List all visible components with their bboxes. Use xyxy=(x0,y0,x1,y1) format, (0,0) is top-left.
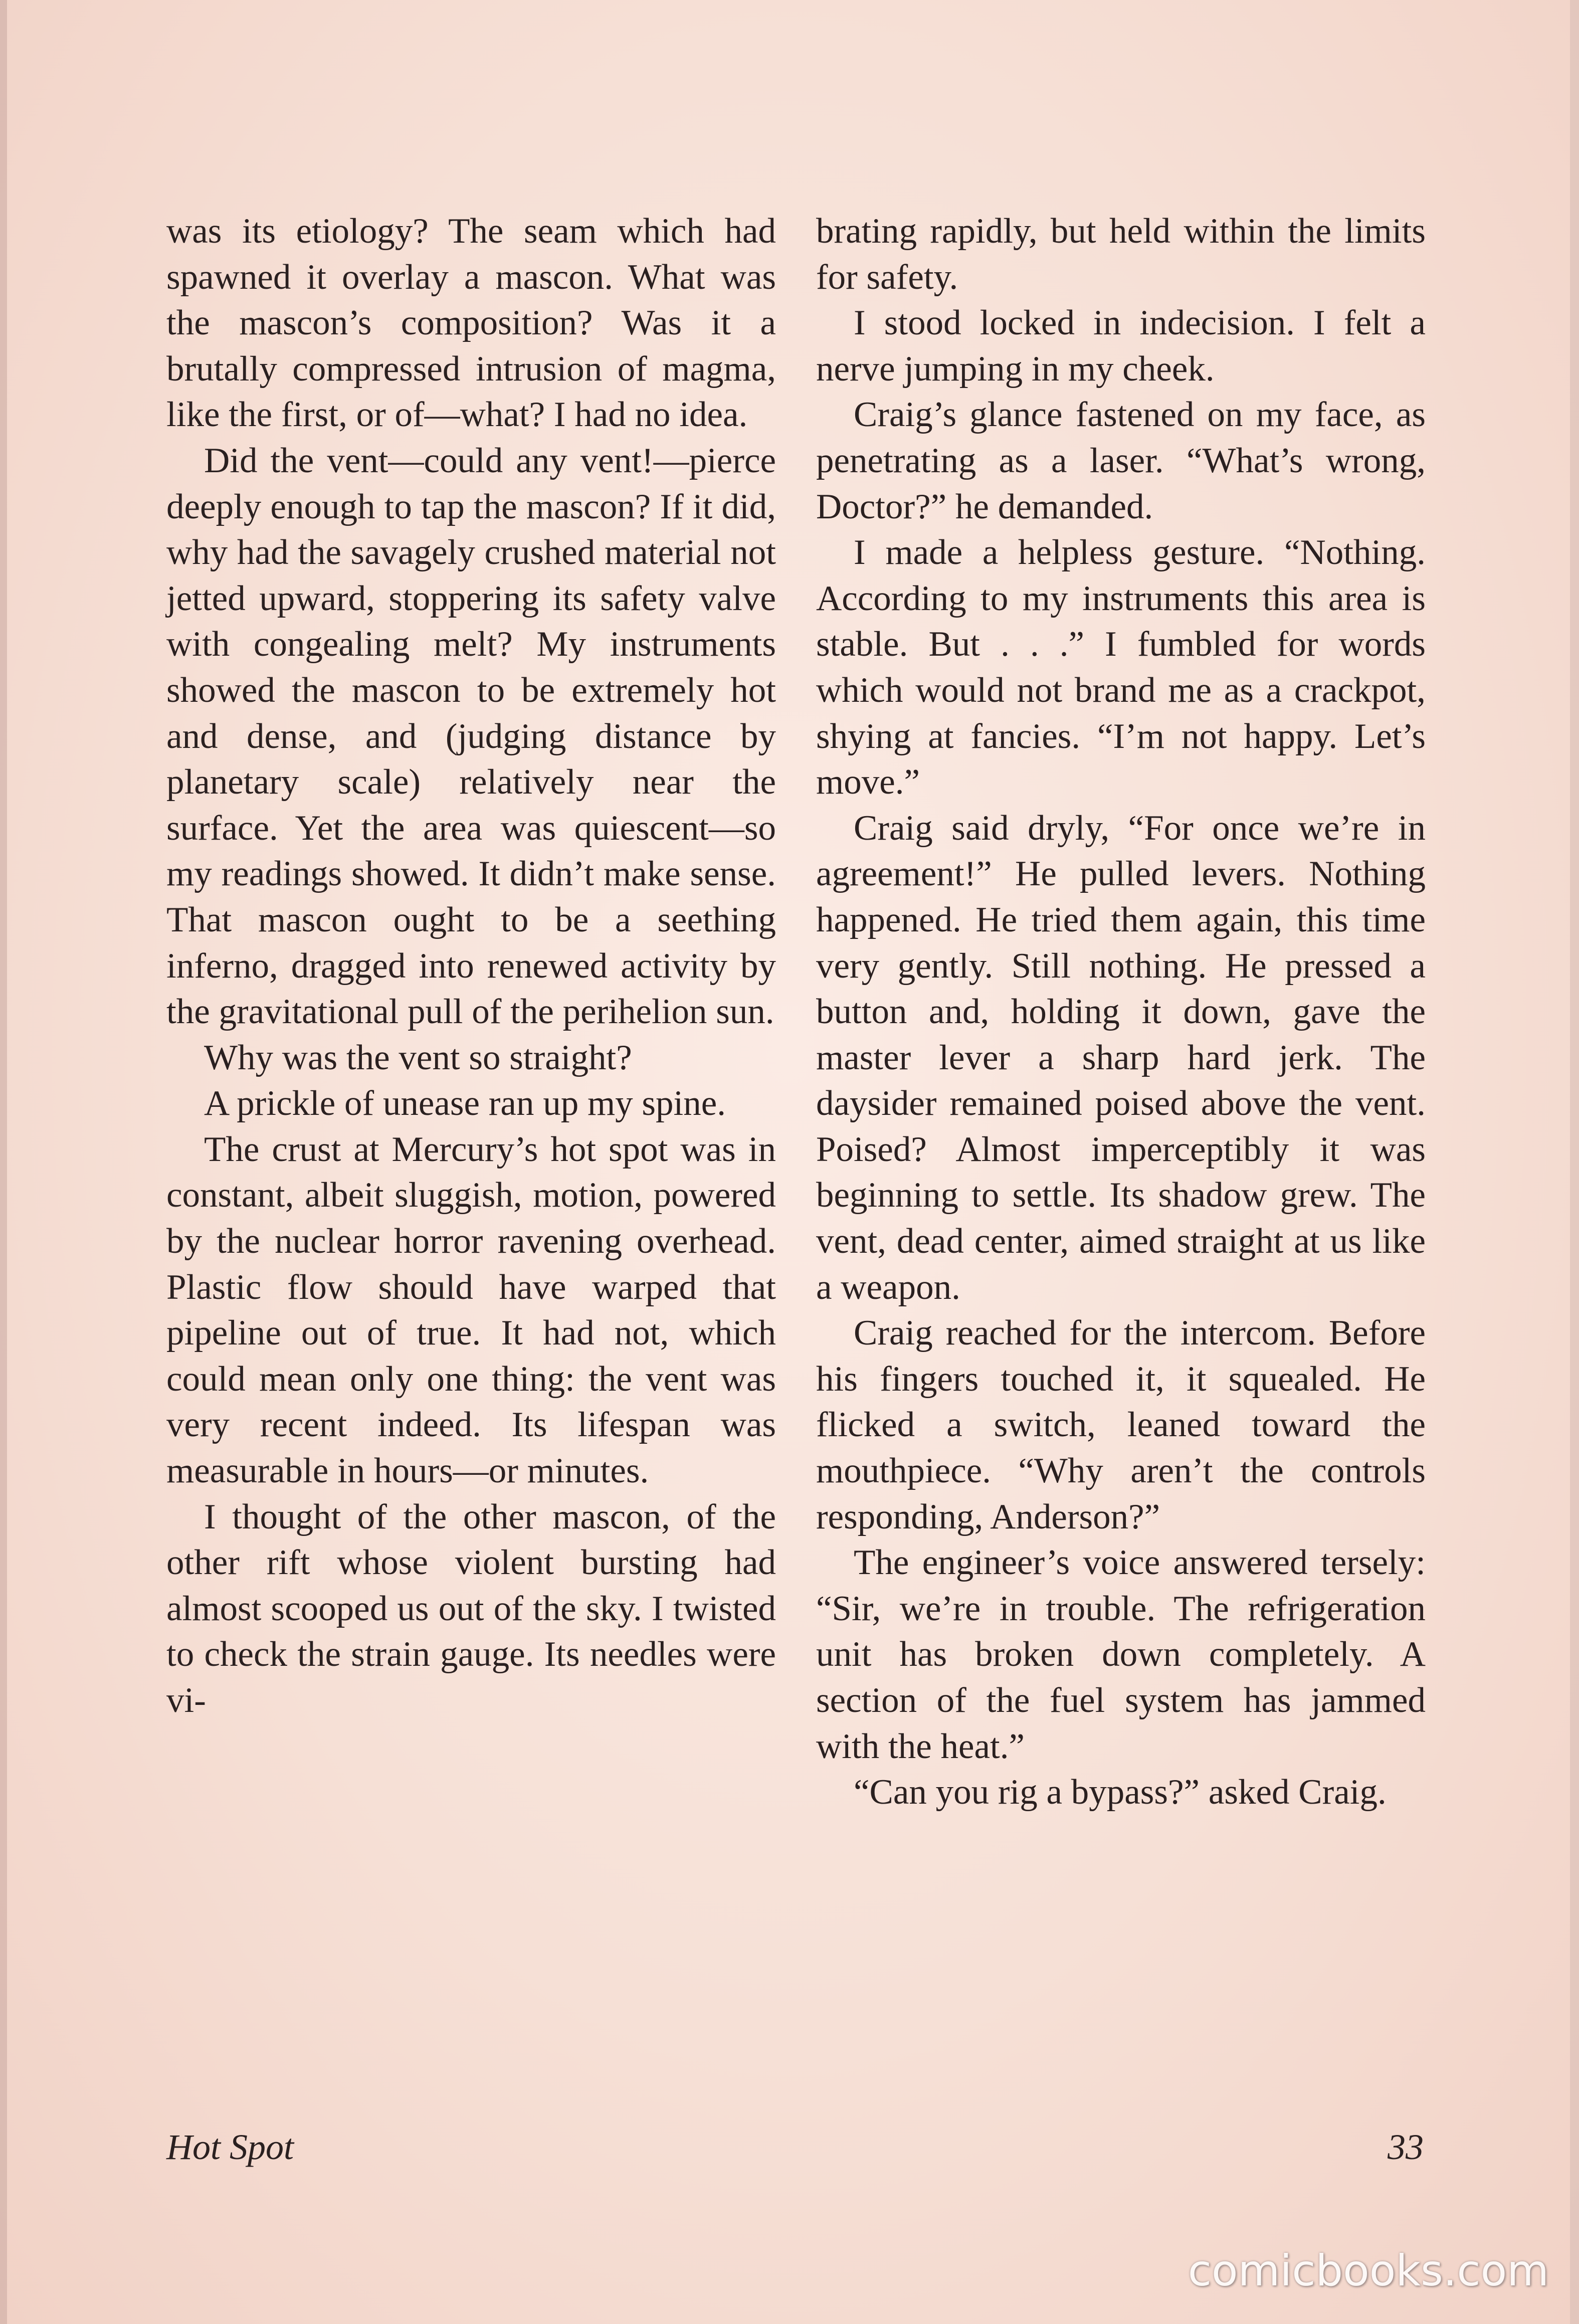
paragraph: I made a helpless gesture. “Nothing. According to my instruments this area is stable. But . . .” I fumbled for words which would not brand me as a crackpot, shying at fancies. “I’m not happy. Let’s move.” xyxy=(816,533,1426,802)
paragraph: The crust at Mercury’s hot spot was in constant, albeit sluggish, motion, powered by the nuclear horror ravening overhead. Plastic flow should have warped that pipeline out of true. It had not, which could mean only one thing: the vent was very recent indeed. Its lifespan was measurable in hours—or minutes. xyxy=(166,1129,776,1491)
paragraph: Craig said dryly, “For once we’re in agreement!” He pulled levers. Nothing happened. He tried them again, this time very gently. Still nothing. He pressed a button and, holding it down, gave the master lever a sharp hard jerk. The daysider remained poised above the vent. Poised? Almost imperceptibly it was beginning to settle. Its shadow grew. The vent, dead center, aimed straight at us like a weapon. xyxy=(816,808,1426,1307)
running-footer-title: Hot Spot xyxy=(166,2127,294,2167)
paragraph: was its etiology? The seam which had spawned it overlay a mascon. What was the mascon’s composition? Was it a brutally compressed intrusion of magma, like the first, or of—what? I had no idea. xyxy=(166,212,776,435)
paragraph: brating rapidly, but held within the limits for safety. xyxy=(816,212,1426,297)
paragraph: The engineer’s voice answered tersely: “Sir, we’re in trouble. The refrigeration unit has broken down completely. A section of the fuel system has jammed with the heat.” xyxy=(816,1543,1426,1766)
paragraph: I thought of the other mascon, of the other rift whose violent bursting had almost scooped us out of the sky. I twisted to check the strain gauge. Its needles were vi- xyxy=(166,1497,776,1720)
paragraph: A prickle of unease ran up my spine. xyxy=(204,1084,726,1123)
page-edge-right xyxy=(1570,0,1579,2324)
watermark: comicbooks.com xyxy=(1188,2246,1549,2296)
right-text-column xyxy=(816,209,1426,1816)
paragraph: Why was the vent so straight? xyxy=(204,1038,632,1077)
paragraph: I stood locked in indecision. I felt a nerve jumping in my cheek. xyxy=(816,303,1426,389)
paragraph: “Can you rig a bypass?” asked Craig. xyxy=(854,1773,1387,1812)
paragraph: Craig’s glance fastened on my face, as penetrating as a laser. “What’s wrong, Doctor?” he demanded. xyxy=(816,395,1426,526)
page-edge-left xyxy=(0,0,7,2324)
page-number: 33 xyxy=(1388,2127,1424,2167)
paragraph: Did the vent—could any vent!—pierce deeply enough to tap the mascon? If it did, why had the savagely crushed material not jetted upward, stoppering its safety valve with congealing melt? My instruments showed the mascon to be extremely hot and dense, and (judging distance by planetary scale) relatively near the surface. Yet the area was quiescent—so my readings showed. It didn’t make sense. That mascon ought to be a seething inferno, dragged into renewed activity by the gravitational pull of the perihelion sun. xyxy=(166,441,776,1032)
left-text-column xyxy=(166,209,776,1724)
paragraph: Craig reached for the intercom. Before his fingers touched it, it squealed. He flicked a switch, leaned toward the mouthpiece. “Why aren’t the controls responding, Anderson?” xyxy=(816,1313,1426,1536)
